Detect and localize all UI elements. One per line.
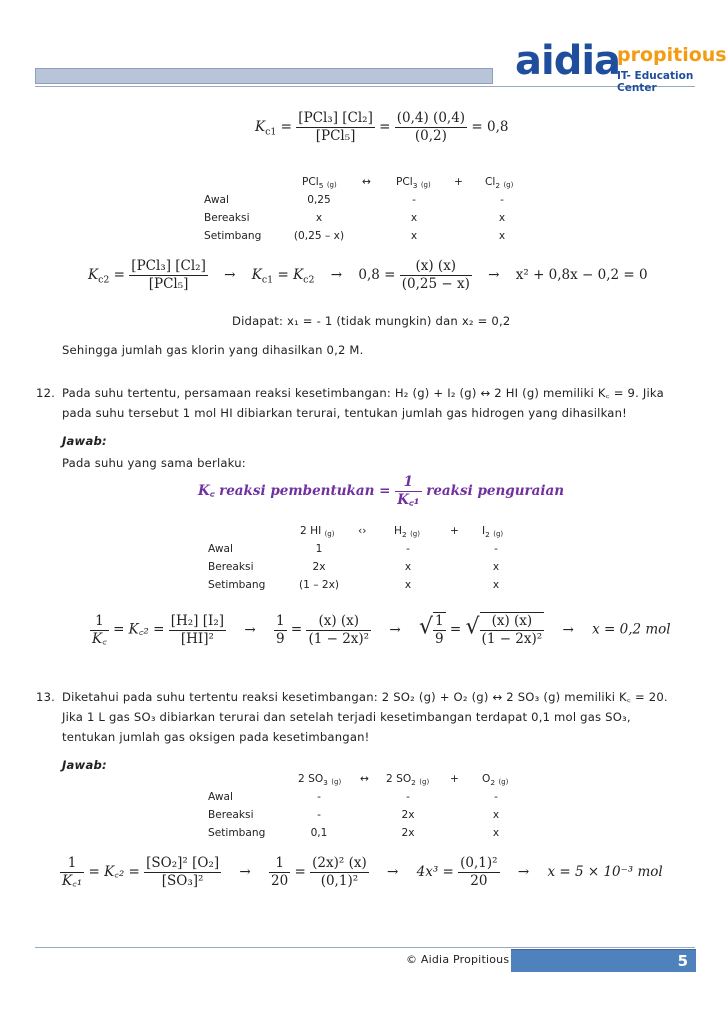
q13-equation-row: $\frac{1}{\text{K꜀₁}}$ = K꜀₂ = $\frac{\text{[SO₂]² [O₂]}}{\text{[SO₃]²}}$ → $\frac{1}{20}$ = $\frac{\text{(2x)² (x)}}{\text{(0,1)²}}$ → 4x³ = $\frac{\text{(0,1)²}}{20}$ → x = 5 × 10⁻³ mol [62,855,663,889]
q13-text-line2: Jika 1 L gas SO₃ dibiarkan terurai dan setelah terjadi kesetimbangan terdapat 0,1 mol gas SO₃, [62,710,631,724]
header-bar [35,68,493,84]
q12-text-line1: Pada suhu tertentu, persamaan reaksi kesetimbangan: H₂ (g) + I₂ (g) ↔ 2 HI (g) memiliki K꜀ = 9. Jika [62,386,664,400]
didapat-text: Didapat: x₁ = - 1 (tidak mungkin) dan x₂ = 0,2 [232,314,511,328]
kc1-equation: $K_{c1}$ = $\frac{\text{[PCl₃] [Cl₂]}}{\text{[PCl₅]}}$ = $\frac{(0,4) (0,4)}{(0,2)}$ = 0,8 [255,110,509,144]
brand-name: propitious [617,44,727,66]
page-number: 5 [677,952,688,970]
footer-page-box [511,949,696,972]
table-so3: 2 $SO_3$ (g) ↔ 2 $SO_2$ (g) + $O_2$ (g) Awal - - - Bereaksi - 2x x Setimbang 0,1 2x x [208,773,509,839]
kc2-equation-row: $K_{c2}$ = $\frac{\text{[PCl₃] [Cl₂]}}{\text{[PCl₅]}}$ → $K_{c1} = K_{c2} \to 0,8$ = $\frac{(x) (x)}{(0,25 - x)}$ → x² + 0,8x − 0,2 = 0 [88,258,648,292]
table-row-label: Awal [204,194,229,206]
q12-equation-row: $\frac{1}{K꜀}$ = K꜀₂ = $\frac{\text{[H₂] [I₂]}}{\text{[HI]²}}$ → $\frac{1}{9}$ = $\frac{(x) (x)}{\text{(1 − 2x)²}}$ → √ $\frac{1}{9}$ = √ $\frac{(x) (x)}{\text{(1 − 2x)²}}$ → x = 0,2 mol [92,612,671,647]
q13-jawab: Jawab: [62,758,107,772]
q12-number: 12. [36,386,56,400]
q12-jawab: Jawab: [62,434,107,448]
brand-tagline: IT- Education Center [617,70,694,94]
q13-text-line3: tentukan jumlah gas oksigen pada kesetimbangan! [62,730,370,744]
q12-intro: Pada suhu yang sama berlaku: [62,456,246,470]
conclusion-text: Sehingga jumlah gas klorin yang dihasilkan 0,2 M. [62,343,364,357]
table-hi: 2 HI (g) ‹› $H_2$ (g) + $I_2$ (g) Awal 1 - - Bereaksi 2x x x Setimbang (1 – 2x) x x [208,525,504,591]
table-pcl5: PCl$_5$ (g) ↔ PCl$_3$ (g) + $Cl_2$ (g) Awal 0,25 - - Bereaksi x x x Setimbang (0,25 – x) x x [204,176,514,242]
footer-line [35,947,695,948]
logo-text: aidia [515,38,621,84]
logo [515,36,727,94]
q13-text-line1: Diketahui pada suhu tertentu reaksi kesetimbangan: 2 SO₂ (g) + O₂ (g) ↔ 2 SO₃ (g) memiliki K꜀ = 20. [62,690,668,704]
q13-number: 13. [36,690,56,704]
q12-formula: K꜀ reaksi pembentukan = $\frac{1}{\text{K꜀₁}}$ reaksi penguraian [198,474,565,508]
footer-credit: © Aidia Propitious [406,953,510,966]
q12-text-line2: pada suhu tersebut 1 mol HI dibiarkan terurai, tentukan jumlah gas hidrogen yang dihasilkan! [62,406,627,420]
